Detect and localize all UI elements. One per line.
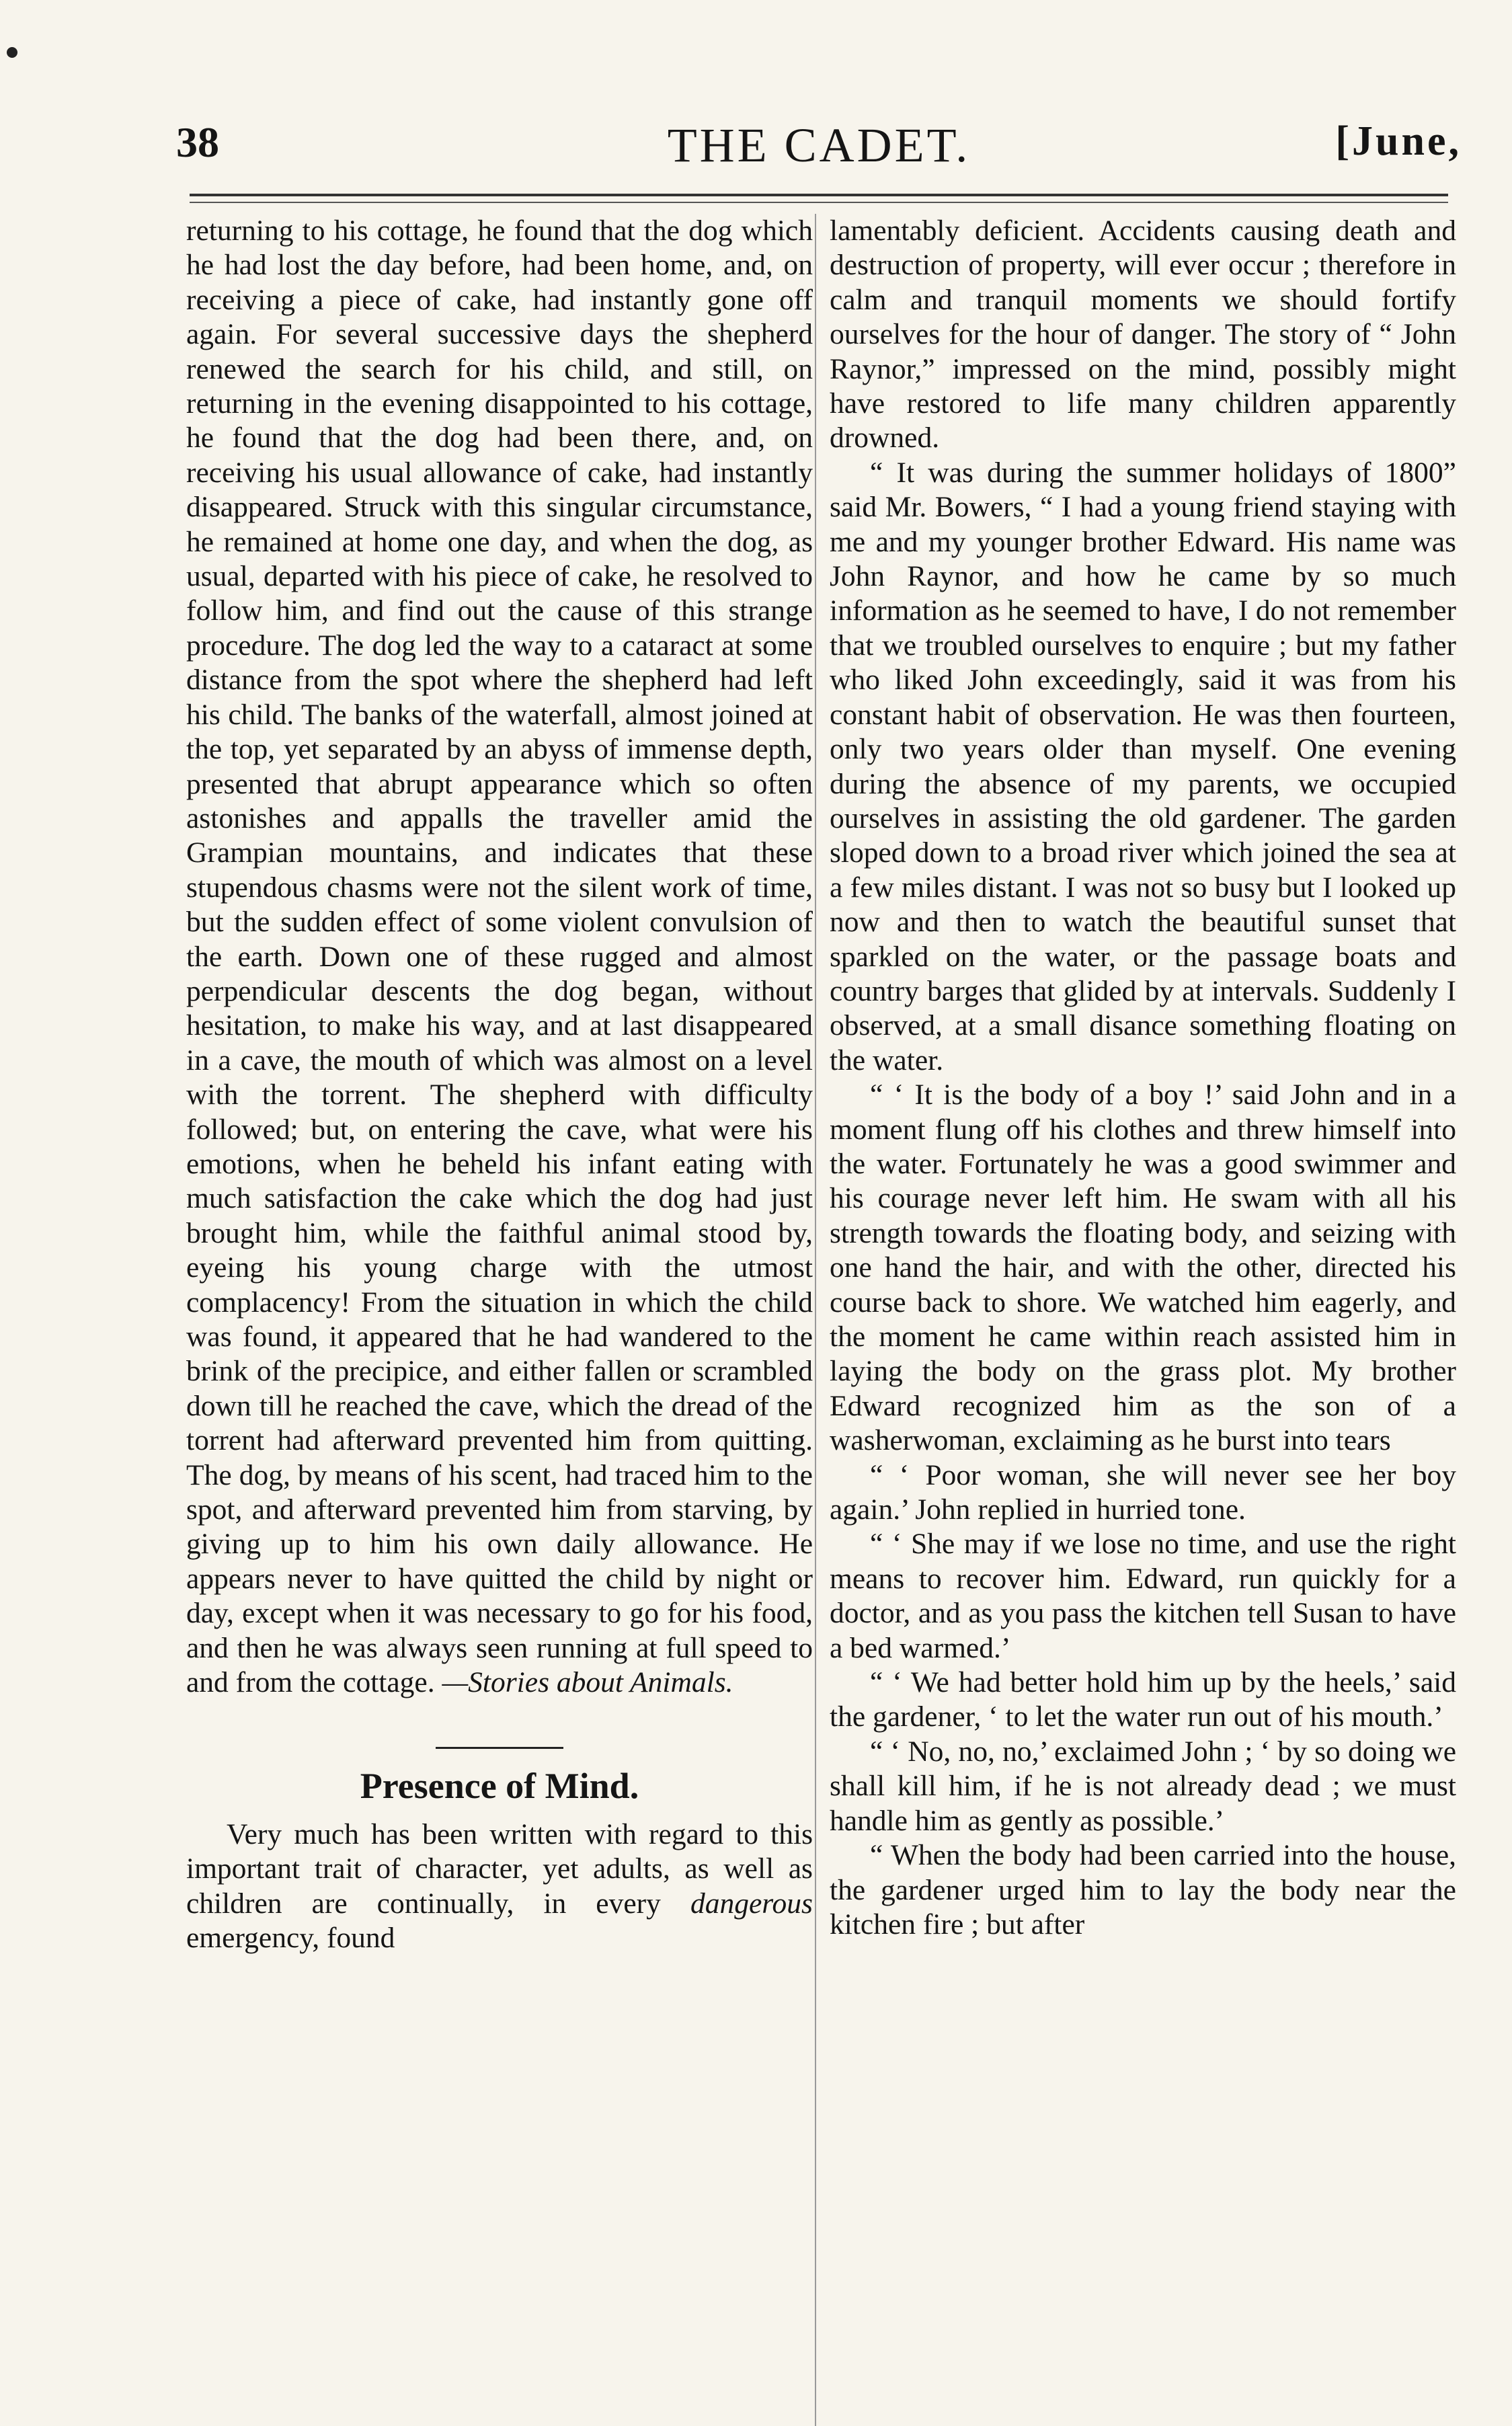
header-rule xyxy=(190,194,1448,203)
story-paragraph xyxy=(186,214,813,1700)
running-title: THE CADET. xyxy=(667,118,971,172)
section-rule xyxy=(436,1747,563,1749)
column-divider xyxy=(815,214,816,2426)
paragraph: “ It was during the summer holidays of 1800” said Mr. Bowers, “ I had a young friend staying with me and my younger brother Edward. His name was John Raynor, and how he came by so much information as he seemed to have, I do not remember that we troubled ourselves to enquire ; but my father who liked John exceedingly, said it was from his constant habit of observation. He was then fourteen, only two years older than myself. One evening during the absence of my parents, we occupied ourselves in assisting the old gardener. The garden sloped down to a broad river which joined the sea at a few miles distant. I was not so busy but I looked up now and then to watch the beautiful sunset that sparkled on the water, or the passage boats and country barges that glided by at intervals. Suddenly I observed, at a small disance something floating on the water. xyxy=(830,456,1456,1077)
paragraph: “ ‘ She may if we lose no time, and use the right means to recover him. Edward, run quickly for a doctor, and as you pass the kitchen tell Susan to have a bed warmed.’ xyxy=(830,1528,1456,1664)
paragraph: “ When the body had been carried into the house, the gardener urged him to lay the body near the kitchen fire ; but after xyxy=(830,1839,1456,1941)
attribution: —Stories about Animals. xyxy=(442,1666,733,1699)
running-header xyxy=(176,118,1462,178)
margin-dot xyxy=(7,47,17,58)
right-column xyxy=(830,214,1456,1942)
paragraph: “ ‘ Poor woman, she will never see her boy again.’ John replied in hurried tone. xyxy=(830,1458,1456,1526)
intro-paragraph xyxy=(186,1817,813,1956)
paragraph: “ ‘ It is the body of a boy !’ said John and in a moment flung off his clothes and threw himself into the water. Fortunately he was a good swimmer and his courage never left him. He swam with all his strength towards the floating body, and seizing with one hand the hair, and with the other, directed his course back to shore. We watched him eagerly, and the moment he came within reach assisted him in laying the body on the grass plot. My brother Edward recognized him as the son of a washerwoman, exclaiming as he burst into tears xyxy=(830,1079,1456,1457)
story-text: returning to his cottage, he found that the dog which he had lost the day before, had been home, and, on receiving a piece of cake, had instantly gone off again. For several successive days the shepherd renewed the search for his child, and still, on returning in the evening disappointed to his cottage, he found that the dog had been there, and, on receiving his usual allowance of cake, had instantly disappeared. Struck with this singular circumstance, he remained at home one day, and when the dog, as usual, departed with his piece of cake, he resolved to follow him, and find out the cause of this strange procedure. The dog led the way to a cataract at some distance from the spot where the shepherd had left his child. The banks of the waterfall, almost joined at the top, yet separated by an abyss of immense depth, presented that abrupt appearance which so often astonishes and appalls the traveller amid the Grampian mountains, and indicates that these stupendous chasms were not the silent work of time, but the sudden effect of some violent convulsion of the earth. Down one of these rugged and almost perpendicular descents the dog began, without hesitation, to make his way, and at last disappeared in a cave, the mouth of which was almost on a level with the torrent. The shepherd with difficulty followed; but, on entering the cave, what were his emotions, when he beheld his infant eating with much satisfaction the cake which the dog had just brought him, while the faithful animal stood by, eyeing his young charge with the utmost complacency! From the situation in which the child was found, it appeared that he had wandered to the brink of the precipice, and either fallen or scrambled down till he reached the cave, which the dread of the torrent had afterward prevented him from quitting. The dog, by means of his scent, had traced him to the spot, and afterward prevented him from starving, by giving up to him his own daily allowance. He appears never to have quitted the child by night or day, except when it was necessary to go for his food, and then he was always seen running at full speed to and from the cottage. xyxy=(186,214,813,1699)
intro-text: Very much has been written with regard to this important trait of character, yet adults, as well as children are continually, in every xyxy=(186,1817,813,1920)
section-title: Presence of Mind. xyxy=(360,1766,639,1807)
left-column xyxy=(186,214,813,1956)
paragraph: “ ‘ No, no, no,’ exclaimed John ; ‘ by so doing we shall kill him, if he is not already dead ; we must handle him as gently as possible.’ xyxy=(830,1735,1456,1837)
page-number: 38 xyxy=(176,118,219,166)
intro-text-end: emergency, found xyxy=(186,1922,395,1955)
running-month: [June, xyxy=(1335,118,1462,164)
intro-emphasis: dangerous xyxy=(690,1887,813,1920)
paragraph: “ ‘ We had better hold him up by the heels,’ said the gardener, ‘ to let the water run out of his mouth.’ xyxy=(830,1666,1456,1733)
paragraph: lamentably deficient. Accidents causing death and destruction of property, will ever occur ; therefore in calm and tranquil moments we should fortify ourselves for the hour of danger. The story of “ John Raynor,” impressed on the mind, possibly might have restored to life many children apparently drowned. xyxy=(830,214,1456,455)
